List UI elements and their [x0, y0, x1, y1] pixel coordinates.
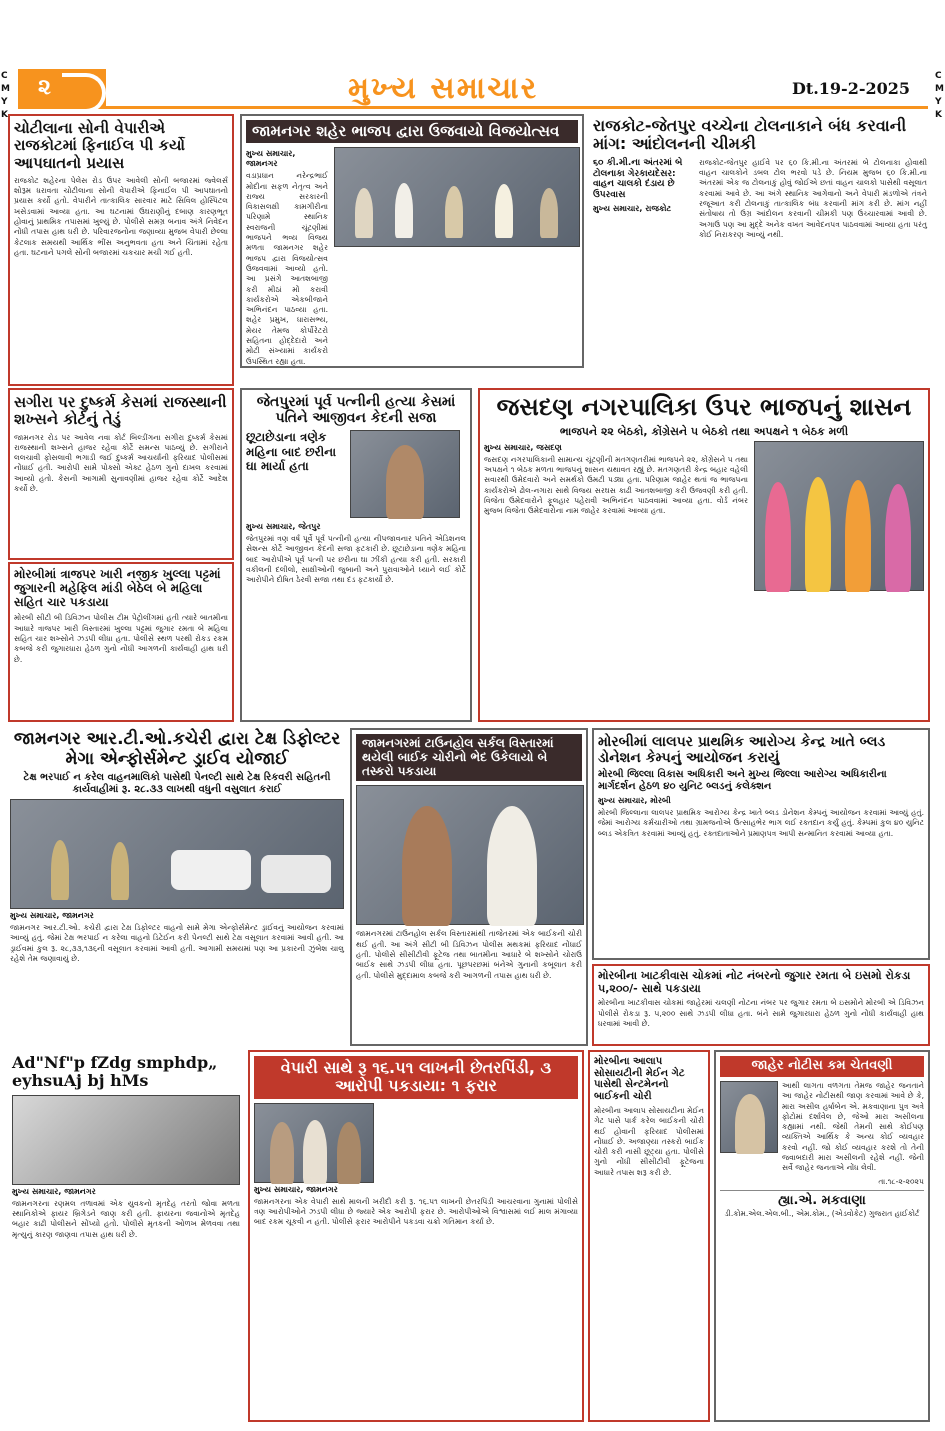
headline: જસદણ નગરપાલિકા ઉપર ભાજપનું શાસન: [496, 393, 912, 421]
article-body: જેતપુરમાં ત્રણ વર્ષ પૂર્વે પૂર્વ પત્નીની હત્યા નીપજાવનાર પતિને એડિશનલ સેશન્સ કોર્ટે આજીવન કેદની સજા ફટકારી છે. છૂટાછેડાના ત્રણેક મહિના બાદ આરોપીએ પૂર્વ પત્ની પર છરીના ઘા ઝીંકી હત્યા કરી હતી. સરકારી વકીલની દલીલો, સાક્ષીઓની જુબાની અને પુરાવાઓને ધ્યાને લઈ કોર્ટે આરોપીને દોષિત ઠેરવી સજા તથા દંડ ફટકાર્યો છે.: [246, 534, 466, 585]
accused-photo: [350, 430, 460, 518]
article-body: મોરબીના ખાટકીવાસ ચોકમાં જાહેરમાં ચલણી નોટના નંબર પર જુગાર રમતા બે ઇસમોને મોરબી એ ડિવિઝન પોલીસે રોકડા રૂ. ૫,૨૦૦ સાથે ઝડપી લીધા હતા. બંને સામે જુગારધારા હેઠળ ગુનો નોંધી કાર્યવાહી હાથ ધરવામાં આવી છે.: [598, 998, 924, 1028]
victory-photo: [754, 441, 924, 591]
byline: મુખ્ય સમાચાર, મોરબી: [598, 796, 671, 806]
article-morbi-theft: [588, 1050, 710, 1422]
article-chotila: [8, 114, 234, 386]
headline: ચોટીલાના સોની વેપારીએ રાજકોટમાં ફિનાઈલ પી કર્યો આપઘાતનો પ્રયાસ: [14, 119, 185, 172]
headline: જામનગરમાં ટાઉનહોલ સર્કલ વિસ્તારમાં થયેલી બાઈક ચોરીનો ભેદ ઉકેલાયો બે તસ્કરો પકડાયા: [356, 734, 582, 781]
registration-marks-right: C M Y K: [935, 71, 944, 120]
celebration-photo: [334, 147, 580, 247]
subhead: ટેક્ષ ભરપાઈ ન કરેલ વાહનમાલિકો પાસેથી પેનલ્ટી સાથે ટેક્ષ રિકવરી સહિતની કાર્યવાહીમાં રૂ. ૨૮.૩૩ લાખથી વધુની વસુલાત કરાઈ: [23, 772, 331, 796]
headline: જેતપુરમાં પૂર્વ પત્નીની હત્યા કેસમાં પતિને આજીવન કેદની સજા: [256, 394, 456, 427]
signature: હ્યા.એ. મકવાણા: [720, 1190, 924, 1209]
article-morbi-blood: [592, 728, 930, 960]
article-body: જામનગરના એક વેપારી સાથે માલની ખરીદી કરી રૂ. ૧૬.૫૧ લાખની છેતરપિંડી આચરવાના ગુનામાં પોલીસે ત્રણ આરોપીઓને ઝડપી લીધા છે જ્યારે એક આરોપી ફરાર છે. આરોપીઓએ વિશ્વાસમાં લઈ માલ મંગાવ્યા બાદ રકમ ચૂકવી ન હતી. પોલીસે ફરાર આરોપીને પકડવા ચક્રો ગતિમાન કર્યા છે.: [254, 1196, 578, 1227]
article-bike-theft: [350, 728, 588, 1046]
article-body: રાજકોટ શહેરના પેલેસ રોડ ઉપર આવેલી સોની બજારમાં જ્વેલર્સ શોરૂમ ધરાવતા ચોટીલાના સોની વેપારીએ ફિનાઈલ પી આપઘાતનો પ્રયાસ કર્યો હતો. વેપારીને તાત્કાલિક સારવાર માટે સિવિલ હોસ્પિટલ ખસેડવામાં આવ્યા હતા. આ ઘટનામાં ઉઘરાણીનું દબાણ કારણભૂત હોવાનું પ્રાથમિક તપાસમાં ખુલ્યું છે. પોલીસે સમગ્ર બનાવ અંગે નિવેદન નોંધી તપાસ હાથ ધરી છે. પરિવારજનોના જણાવ્યા મુજબ વેપારી છેલ્લા કેટલાક સમયથી આર્થિક ભીંસ અનુભવતા હતા અને ચિંતામાં રહેતા હતા. ઘટનાને પગલે સોની બજારમાં ચકચાર મચી ગઈ હતી.: [14, 175, 228, 257]
headline: Ad"Nf"p fZdg smphdp„ eyhsuAj bj hMs: [12, 1053, 218, 1091]
byline: મુખ્ય સમાચાર, જસદણ: [484, 442, 562, 452]
article-body: જસદણ નગરપાલિકાની સામાન્ય ચૂંટણીની મતગણતરીમાં ભાજપને ૨૨, કોંગ્રેસને ૫ તથા અપક્ષને ૧ બેઠક મળતા ભાજપનું શાસન યથાવત રહ્યું છે. મતગણતરી કેન્દ્ર બહાર વહેલી સવારથી ઉમેદવારો અને સમર્થકો ઉમટી પડ્યા હતા. પરિણામ જાહેર થતાં જ ભાજપના કાર્યકરોએ ઢોલ-નગારા સાથે વિજય સરઘસ કાઢી આતશબાજી કરી ઉજવણી કરી હતી. વિજેતા ઉમેદવારોને ફૂલહાર પહેરાવી અભિનંદન પાઠવવામાં આવ્યા હતા. વોર્ડ નંબર મુજબ વિજેતા ઉમેદવારોના નામ જાહેર કરવામાં આવ્યા હતા.: [484, 454, 748, 516]
headline: સગીરા પર દુષ્કર્મ કેસમાં રાજસ્થાની શખ્સને કોર્ટનું તેડું: [14, 393, 227, 429]
registration-marks-left: C M Y K: [1, 71, 10, 120]
article-body: જામનગરના રણમલ તળાવમાં એક યુવકનો મૃતદેહ તરતો જોવા મળતા સ્થાનિકોએ ફાયર બ્રિગેડને જાણ કરી હતી. ફાયરના જવાનોએ મૃતદેહ બહાર કાઢી પોલીસને સોંપ્યો હતો. પોલીસે મૃતકની ઓળખ મેળવવા તથા મૃત્યુનું કારણ જાણવા તપાસ હાથ ધરી છે.: [12, 1198, 240, 1239]
section-title: મુખ્ય સમાચાર: [348, 71, 539, 106]
headline: મોરબીના ખાટકીવાસ ચોકમાં નોટ નંબરનો જુગાર રમતા બે ઇસમો રોકડા ૫,૨૦૦/- સાથે પકડાયા: [598, 969, 911, 995]
article-body: જામનગર આર.ટી.ઓ. કચેરી દ્વારા ટેક્ષ ડિફોલ્ટર વાહનો સામે મેગા એન્ફોર્સમેન્ટ ડ્રાઈવનું આયોજન કરવામાં આવ્યું હતું. જેમાં ટેક્ષ ભરપાઈ ન કરેલા વાહનો ડિટેઈન કરી પેનલ્ટી સાથે ટેક્ષ વસૂલાત કરવામાં આવી હતી. આ ડ્રાઈવમાં કુલ રૂ. ૨૮,૩૩,૧૩૬ની વસૂલાત કરવામાં આવી હતી. આગામી સમયમાં પણ આ પ્રકારની ઝુંબેશ ચાલુ રહેશે તેમ જણાવાયું છે.: [10, 923, 344, 963]
byline: મુખ્ય સમાચાર, રાજકોટ: [593, 203, 672, 213]
article-body: મોરબીના આલાપ સોસાયટીના મેઈન ગેટ પાસે પાર્ક કરેલ બાઈકની ચોરી થઈ હોવાની ફરિયાદ પોલીસમાં નોંધાઈ છે. અજાણ્યા તસ્કરો બાઈક ચોરી કરી નાસી છૂટ્યા હતા. પોલીસે ગુનો નોંધી સીસીટીવી ફૂટેજના આધારે તપાસ શરૂ કરી છે.: [594, 1106, 704, 1177]
notice-body: આથી લાગતા વળગતા તેમજ જાહેર જનતાને આ જાહેર નોટીસથી જાણ કરવામાં આવે છે કે, મારા અસીલ હર્ષાબેન એ. મકવાણાના પુત્ર અત્રે ફોટોમાં દર્શાવેલ છે, જેઓ મારા અસીલના કહ્યામાં નથી. જેથી તેમની સાથે કોઈપણ વ્યક્તિએ આર્થિક કે અન્ય કોઈ વ્યવહાર કરવો નહીં. જો કોઈ વ્યવહાર કરશે તો તેની જવાબદારી મારા અસીલની રહેશે નહીં. જેની સર્વે જાહેર જનતાએ નોંધ લેવી.: [782, 1080, 924, 1173]
side-note: છૂટાછેડાના ત્રણેક મહિના બાદ છરીના ઘા માર્યા હતા: [246, 430, 337, 473]
article-morbi-gambling: [8, 562, 234, 722]
headline: મોરબીમાં લાલપર પ્રાથમિક આરોગ્ય કેન્દ્ર ખાતે બ્લડ ડોનેશન કેમ્પનું આયોજન કરાયું: [598, 734, 886, 767]
byline: મુખ્ય સમાચાર, જામનગર: [254, 1184, 338, 1194]
byline: મુખ્ય સમાચાર, જેતપુર: [246, 522, 321, 532]
article-drowning: [8, 1050, 244, 1422]
headline: જામનગર આર.ટી.ઓ.કચેરી દ્વારા ટેક્ષ ડિફોલ્ટર મેગા એન્ફોર્સમેન્ટ ડ્રાઈવ યોજાઈ: [13, 729, 341, 769]
subhead: મોરબી જિલ્લા વિકાસ અધિકારી અને મુખ્ય જિલ્લા આરોગ્ય અધિકારીના માર્ગદર્શન હેઠળ ૪૦ યુનિટ બ્લડનું કલેક્શન: [598, 769, 887, 793]
article-rto: [8, 728, 346, 1046]
headline: જાહેર નોટીસ કમ ચેતવણી: [720, 1056, 924, 1077]
headline: જામનગર શહેર ભાજપ દ્વારા ઉજવાયો વિજયોત્સવ: [246, 120, 578, 143]
article-rajkot-jetpur-toll: [590, 114, 930, 366]
article-body: વડાપ્રધાન નરેન્દ્રભાઈ મોદીના સફળ નેતૃત્વ અને રાજ્ય સરકારની વિકાસલક્ષી કામગીરીના પરિણામે સ્થાનિક સ્વરાજની ચૂંટણીમાં ભાજપને ભવ્ય વિજય મળતા જામનગર શહેર ભાજપ દ્વારા વિજયોત્સવ ઉજવવામાં આવ્યો હતો. આ પ્રસંગે આતશબાજી કરી મીઠાં મોં કરાવી કાર્યકરોએ એકબીજાને અભિનંદન પાઠવ્યા હતા. શહેર પ્રમુખ, ધારાસભ્ય, મેયર તેમજ કોર્પોરેટરો સહિતના હોદ્દેદારો અને મોટી સંખ્યામાં કાર્યકરો ઉપસ્થિત રહ્યા હતા.: [246, 171, 328, 366]
byline: મુખ્ય સમાચાર, જામનગર: [246, 149, 296, 169]
byline: મુખ્ય સમાચાર, જામનગર: [10, 911, 94, 921]
advocate-credentials: ડી.કોમ.એલ.એલ.બી., એમ.કોમ., (એડવોકેટ) ગુજરાત હાઈકોર્ટ: [724, 1208, 920, 1218]
article-fraud: [248, 1050, 584, 1422]
article-sagira: [8, 388, 234, 560]
accused-photo: [254, 1103, 374, 1183]
rto-drive-photo: [10, 799, 344, 909]
public-notice: [714, 1050, 930, 1422]
article-body: જામનગરમાં ટાઉનહોલ સર્કલ વિસ્તારમાંથી તાજેતરમાં એક બાઈકની ચોરી થઈ હતી. આ અંગે સીટી બી ડિવિઝન પોલીસ મથકમાં ફરિયાદ નોંધાઈ હતી. પોલીસે સીસીટીવી ફૂટેજ તથા બાતમીના આધારે બે શખ્સોને ચોરાઉ બાઈક સાથે ઝડપી લીધા હતા. પૂછપરછમાં બંનેએ ગુનાની કબૂલાત કરી હતી. પોલીસે મુદ્દામાલ કબજે કરી આગળની તપાસ હાથ ધરી છે.: [356, 929, 582, 980]
article-body: જામનગર રોડ પર આવેલ નવા કોર્ટ બિલ્ડીંગના સગીરા દુષ્કર્મ કેસમાં રાજસ્થાની શખ્સને હાજર રહેવા કોર્ટે સમન્સ પાઠવ્યું છે. સગીરાને લલચાવી ફોસલાવી ભગાડી જઈ દુષ્કર્મ આચર્યાની ફરિયાદ પોલીસમાં નોંધાઈ હતી. આરોપી સામે પોક્સો એક્ટ હેઠળ ગુનો દાખલ કરવામાં આવ્યો હતો. કેસની આગામી સુનાવણીમાં હાજર રહેવા કોર્ટે આદેશ કર્યો છે.: [14, 432, 228, 493]
side-note: ૬૦ કી.મી.ના અંતરમાં બે ટોલનાકા ગેરકાયદેસર: વાહન ચાલકો દંડાય છે ઉપરવાસ: [593, 157, 683, 201]
headline: વેપારી સાથે રૂ ૧૬.૫૧ લાખની છેતરપિંડી, ૩ આરોપી પકડાયા: ૧ ફરાર: [254, 1056, 578, 1099]
article-jasdan: [478, 388, 930, 722]
article-body: મોરબી સીટી બી ડિવિઝન પોલીસ ટીમ પેટ્રોલીંગમાં હતી ત્યારે બાતમીના આધારે ત્રાજપર ખારી વિસ્તારમાં ખુલ્લા પટ્ટમાં જુગાર રમતા બે મહિલા સહિત ચાર શખ્સોને ઝડપી લીધા હતા. પોલીસે સ્થળ પરથી રોકડ રકમ કબજે કરી જુગારધારા હેઠળ ગુનો નોંધી આગળની કાર્યવાહી હાથ ધરી છે.: [14, 613, 228, 664]
masthead: [18, 69, 928, 109]
page-number: ૨: [18, 69, 106, 109]
byline: મુખ્ય સમાચાર, જામનગર: [12, 1186, 96, 1196]
headline: રાજકોટ-જેતપુર વચ્ચેના ટોલનાકાને બંધ કરવાની માંગ: આંદોલનની ચીમકી: [593, 116, 907, 154]
lake-rescue-photo: [12, 1095, 240, 1185]
headline: મોરબીમાં ત્રાજપર ખારી નજીક ખુલ્લા પટ્ટમાં જુગારની મહેફિલ માંડી બેઠેલ બે મહિલા સહિત ચાર પકડાયા: [14, 567, 221, 609]
article-jamnagar-bjp: [240, 114, 584, 368]
person-photo: [720, 1081, 778, 1153]
article-jetpur-murder: [240, 388, 472, 722]
subhead: ભાજપને ૨૨ બેઠકો, કોંગ્રેસને ૫ બેઠકો તથા અપક્ષને ૧ બેઠક મળી: [559, 424, 849, 438]
notice-date: તા.૧૮-૨-૨૦૨૫: [878, 1176, 924, 1186]
accused-photo: [356, 785, 584, 925]
headline: મોરબીના આલાપ સોસાયટીની મેઈન ગેટ પાસેથી સેન્ટમેનનો બાઈકની ચોરી: [594, 1056, 685, 1102]
issue-date: Dt.19-2-2025: [791, 79, 910, 98]
article-body: રાજકોટ-જેતપુર હાઈવે પર ૬૦ કિ.મી.ના અંતરમાં બે ટોલનાકા હોવાથી વાહન ચાલકોને ડબલ ટોલ ભરવો પડે છે. નિયમ મુજબ ૬૦ કિ.મી.ના અંતરમાં એક જ ટોલનાકું હોવું જોઈએ છતાં વાહન ચાલકો પાસેથી વસૂલાત કરવામાં આવે છે. આ અંગે સ્થાનિક આગેવાનો અને વેપારી મંડળોએ તંત્રને રજૂઆત કરી ટોલનાકું તાત્કાલિક બંધ કરવાની માંગ કરી છે. માંગ નહીં સંતોષાય તો ઉગ્ર આંદોલન કરવાની ચીમકી પણ ઉચ્ચારવામાં આવી છે. અગાઉ પણ આ મુદ્દે અનેક વખત આવેદનપત્ર પાઠવવામાં આવ્યા હતા પરંતુ કોઈ નિરાકરણ આવ્યું નથી.: [699, 157, 927, 239]
article-morbi-note-gambling: [592, 964, 930, 1046]
article-body: મોરબી જિલ્લાના લાલપર પ્રાથમિક આરોગ્ય કેન્દ્ર ખાતે બ્લડ ડોનેશન કેમ્પનું આયોજન કરવામાં આવ્યું હતું. જેમાં આરોગ્ય કર્મચારીઓ તથા ગ્રામજનોએ ઉત્સાહભેર ભાગ લઈ રક્તદાન કર્યું હતું. કેમ્પમાં કુલ ૪૦ યુનિટ બ્લડ એકત્રિત કરવામાં આવ્યું હતું. રક્તદાતાઓને પ્રમાણપત્ર આપી સન્માનિત કરવામાં આવ્યા હતા.: [598, 808, 924, 838]
